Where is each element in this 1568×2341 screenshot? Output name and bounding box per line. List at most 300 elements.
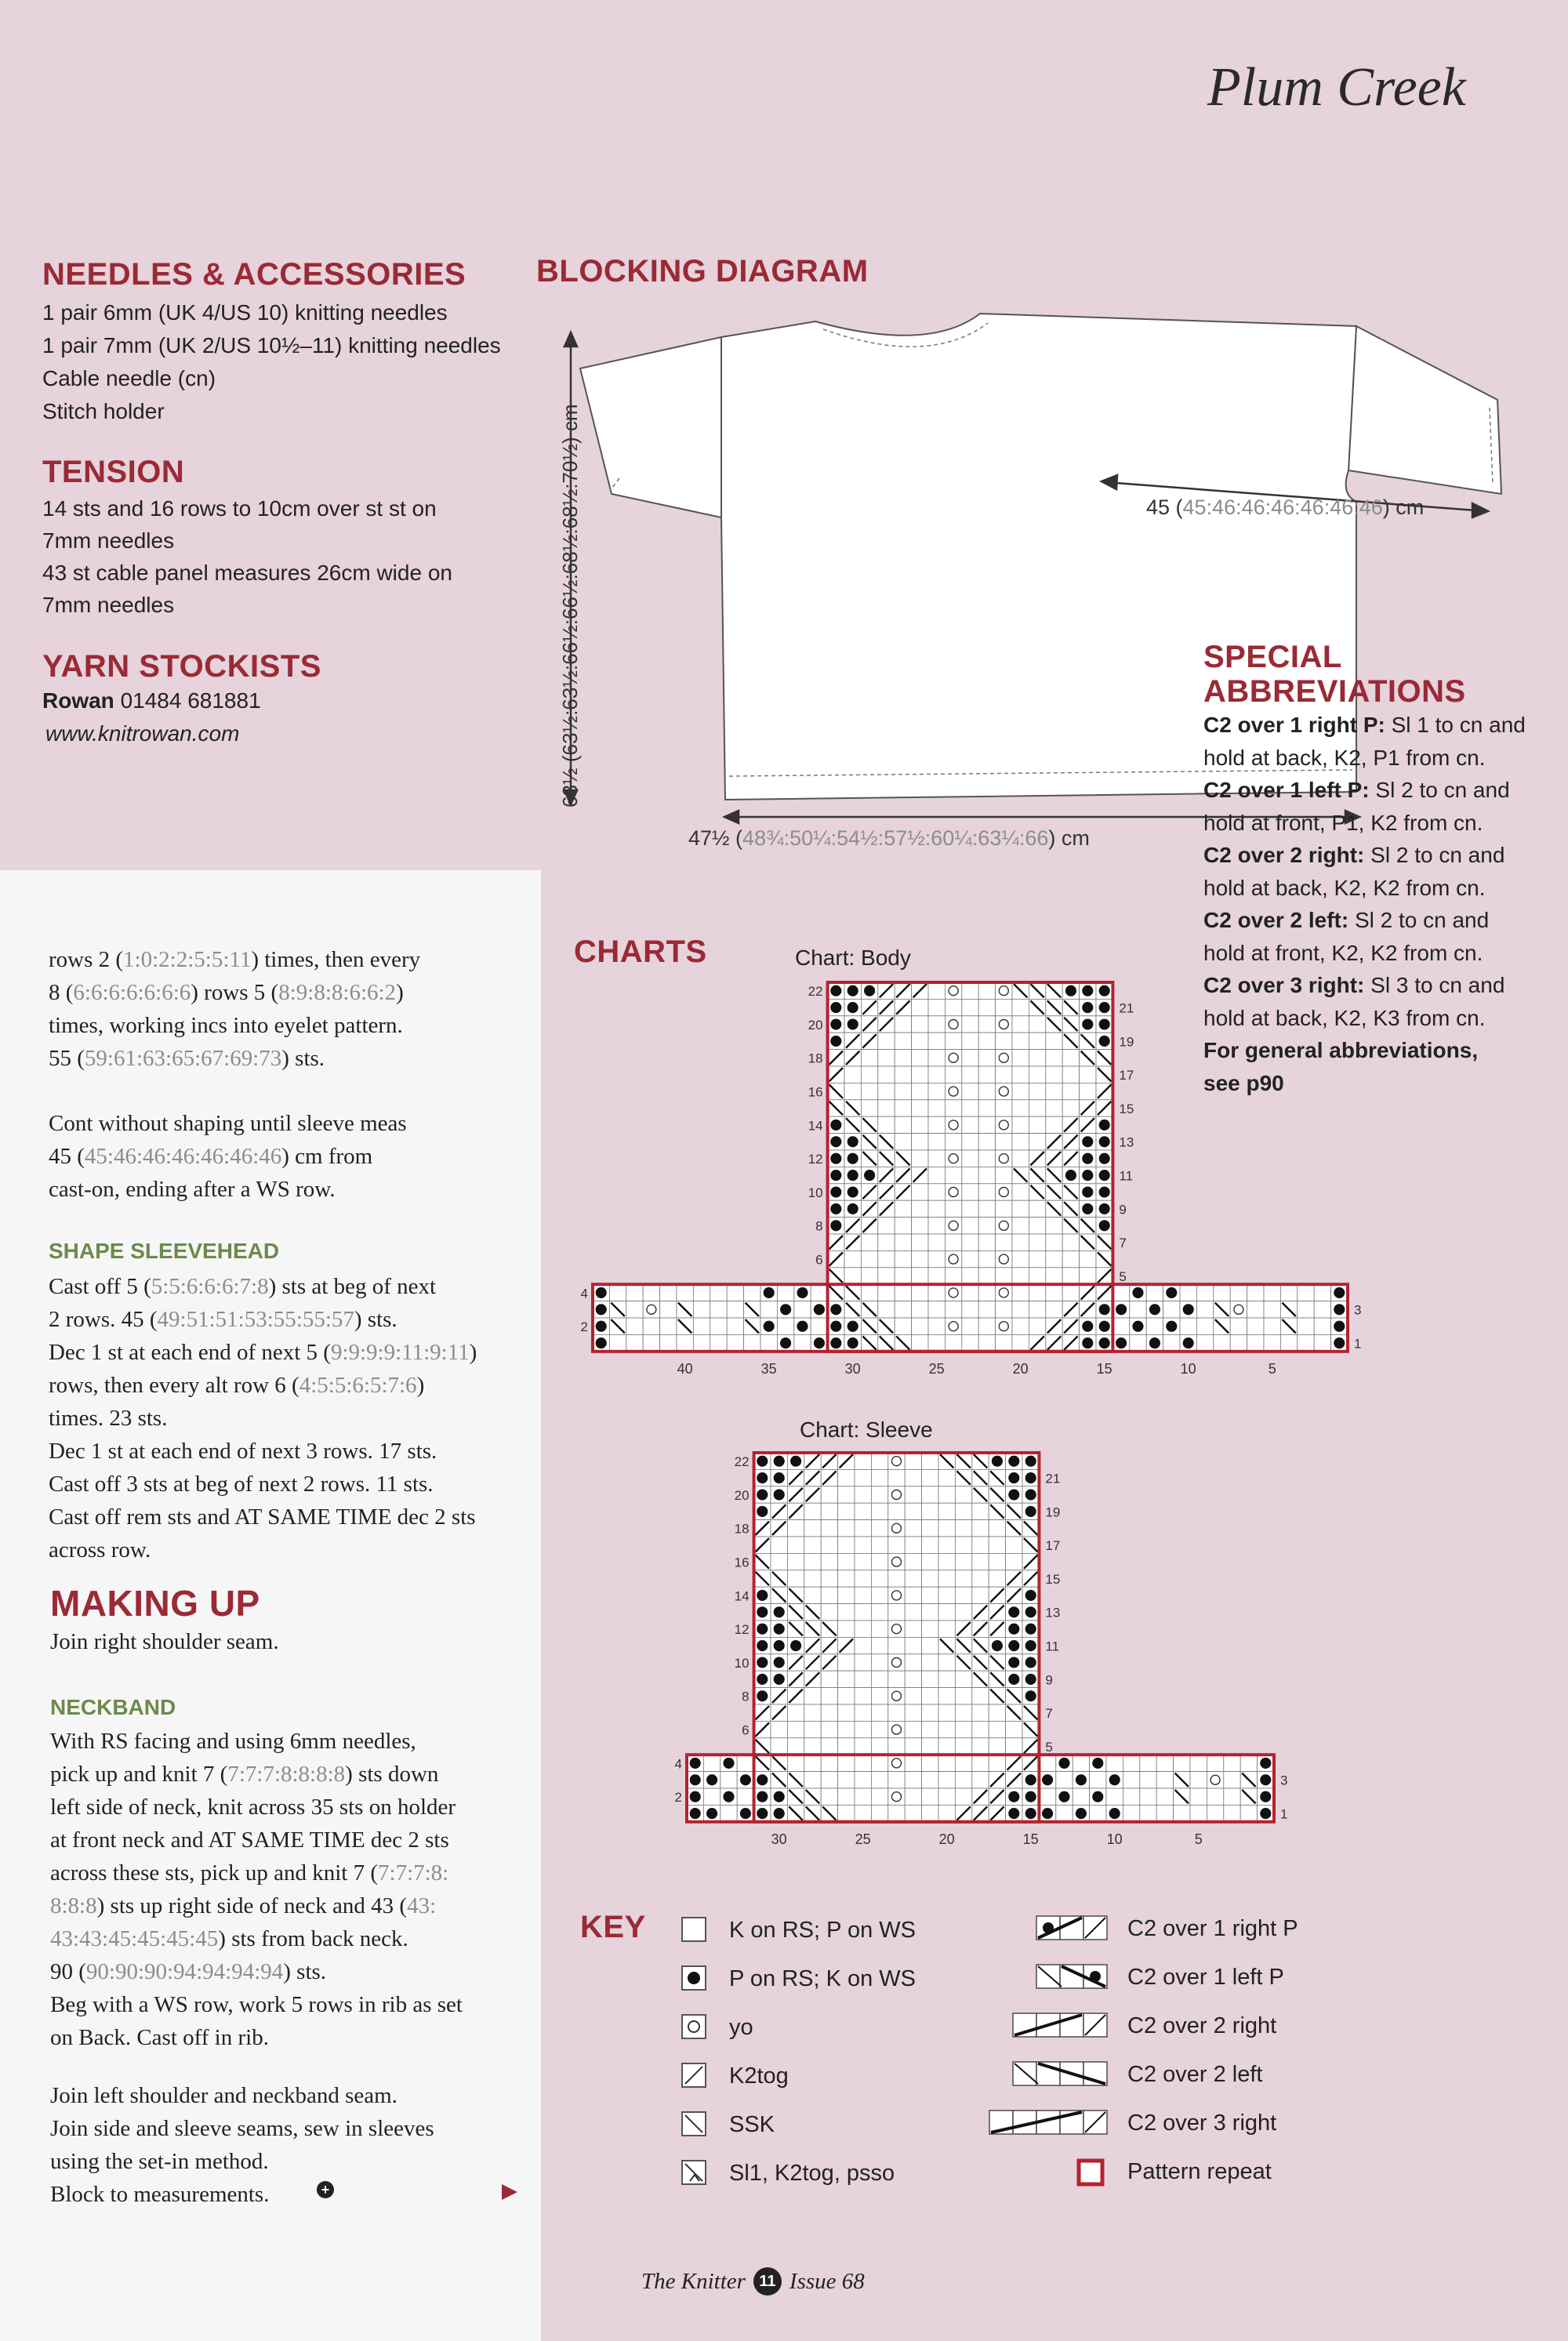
chart-cell [938,1788,955,1805]
chart-cell [1012,1200,1029,1217]
chart-cell [1280,1334,1297,1351]
chart-cell [855,1671,871,1687]
chart-cell [777,1284,793,1301]
chart-cell [955,1570,971,1587]
chart-cell [978,1218,995,1234]
column-number: 20 [1012,1360,1029,1377]
chart-cell [1006,1721,1022,1737]
chart-cell [972,1503,989,1519]
row-number-right: 3 [1280,1773,1288,1788]
purl-dot [1042,1774,1053,1785]
chart-cell [787,1537,804,1553]
purl-dot [1025,1690,1036,1701]
chart-cell [978,1033,995,1049]
chart-cell [955,1537,971,1553]
chart-cell [1012,1066,1029,1083]
neckband-line: With RS facing and using 6mm needles, [50,1729,416,1754]
chart-cell [1224,1755,1240,1771]
sleeve-line: 8 (6:6:6:6:6:6:6) rows 5 (8:9:8:8:6:6:2) [49,980,404,1005]
yarn-phone: 01484 681881 [120,688,261,713]
chart-cell [855,1637,871,1653]
row-number-right: 13 [1119,1134,1134,1150]
chart-cell [838,1604,855,1621]
chart-cell [912,1318,928,1334]
chart-cell [972,1520,989,1537]
chart-cell [626,1334,643,1351]
needles-item: Cable needle (cn) [42,366,216,390]
chart-cell [1080,1083,1096,1099]
chart-cell [1123,1772,1139,1788]
abbreviation-line: hold at back, K2, P1 from cn. [1203,745,1486,770]
chart-cell [922,1486,938,1503]
chart-cell [861,1250,877,1267]
needles-heading: NEEDLES & ACCESSORIES [42,257,466,292]
purl-dot [1008,1657,1019,1668]
chart-cell [1012,1334,1029,1351]
purl-dot [848,1002,858,1013]
chart-cell [996,1268,1012,1284]
key-label: C2 over 2 right [1127,2013,1277,2038]
chart-cell [989,1704,1005,1721]
chart-cell [1196,1284,1213,1301]
chart-cell [1029,1033,1045,1049]
chart-cell [1046,1066,1062,1083]
chart-cell [972,1738,989,1755]
row-number-left: 20 [734,1487,750,1503]
abbreviation-line: C2 over 3 right: Sl 3 to cn and [1203,973,1505,997]
chart-cell [787,1570,804,1587]
chart-cell [1012,999,1029,1015]
purl-dot [1025,1791,1036,1802]
chart-cell [912,1134,928,1150]
chart-cell [1062,1284,1079,1301]
chart-cell [1062,1100,1079,1116]
chart-cell [895,1301,911,1318]
chart-cell [1140,1805,1156,1821]
purl-dot [1260,1808,1271,1819]
chart-cell [978,1116,995,1133]
chart-cell [989,1520,1005,1537]
chart-cell [922,1671,938,1687]
length-measurement: 63½ (63½:63½:66½:66½:68½:68½:70½) cm [558,404,582,808]
chart-cell [861,1284,877,1301]
chart-cell [938,1570,955,1587]
chart-cell [928,1218,945,1234]
chart-cell [978,1184,995,1200]
chart-cell [720,1772,737,1788]
purl-dot [1099,1203,1110,1214]
blank-square-icon [681,1916,707,1943]
chart-cell [888,1805,905,1821]
purl-dot [1076,1808,1087,1819]
chart-cell [855,1520,871,1537]
abbreviation-line: C2 over 1 right P: Sl 1 to cn and [1203,713,1526,737]
chart-cell [855,1704,871,1721]
body-chart [580,976,1362,1384]
chart-cell [945,1318,961,1334]
chart-cell [626,1318,643,1334]
chart-cell [945,1066,961,1083]
neckband-text [50,1725,544,2054]
key-label: P on RS; K on WS [729,1966,916,1991]
chart-cell [972,1704,989,1721]
column-number: 35 [760,1360,777,1377]
chart-cell [978,1200,995,1217]
chart-cell [871,1520,887,1537]
purl-dot [830,1002,841,1013]
chart-cell [1140,1755,1156,1771]
chart-cell [895,1066,911,1083]
chart-cell [878,1268,895,1284]
chart-cell [871,1721,887,1737]
final-line: Block to measurements. [50,2182,270,2207]
purl-dot [1334,1321,1345,1332]
chart-cell [912,1268,928,1284]
chart-cell [922,1469,938,1486]
purl-dot [1099,1321,1110,1332]
chart-cell [1247,1301,1264,1318]
purl-dot [690,1774,701,1785]
chart-cell [838,1587,855,1603]
sleevehead-line: Dec 1 st at each end of next 3 rows. 17 sts. [49,1439,437,1464]
key-label: C2 over 3 right [1127,2111,1277,2136]
slash-square-icon [681,2062,707,2089]
chart-cell [955,1721,971,1737]
chart-cell [1029,1268,1045,1284]
purl-dot [1166,1321,1177,1332]
yarn-brand-line [42,688,261,713]
purl-dot [1008,1640,1019,1651]
key-label: yo [729,2015,753,2040]
chart-cell [905,1587,921,1603]
chart-cell [912,1250,928,1267]
chart-cell [804,1537,821,1553]
chart-cell [905,1503,921,1519]
purl-dot [1260,1758,1271,1769]
row-number-left: 16 [808,1084,823,1100]
key-icon-part [682,1918,706,1941]
purl-dot [757,1690,768,1701]
chart-cell [1006,1537,1022,1553]
chart-cell [1264,1334,1280,1351]
chart-cell [912,999,928,1015]
chart-cell [938,1654,955,1671]
purl-dot [774,1489,785,1500]
chart-cell [744,1334,760,1351]
chart-cell [945,1268,961,1284]
chart-cell [660,1318,677,1334]
chart-cell [677,1334,693,1351]
backslash-caret-square-icon [681,2159,707,2186]
chart-cell [938,1621,955,1637]
chart-cell [972,1721,989,1737]
purl-dot [757,1590,768,1601]
chart-cell [1146,1318,1163,1334]
chart-cell [996,1200,1012,1217]
purl-dot [830,1186,841,1197]
row-number-left: 14 [734,1588,750,1604]
purl-dot [757,1774,768,1785]
chart-cell [609,1334,626,1351]
chart-cell [996,982,1012,999]
chart-cell [905,1621,921,1637]
chart-cell [972,1553,989,1570]
purl-dot [690,1808,701,1819]
chart-cell [1012,1301,1029,1318]
purl-dot [1082,1002,1093,1013]
chart-cell [1012,1050,1029,1066]
chart-cell [1012,1100,1029,1116]
chart-cell [1190,1788,1207,1805]
chart-cell [962,1033,978,1049]
chart-cell [888,1654,905,1671]
chart-cell [895,1268,911,1284]
chart-cell [861,1268,877,1284]
column-number: 5 [1268,1360,1276,1377]
chart-cell [1046,1250,1062,1267]
chart-cell [996,1218,1012,1234]
chart-cell [804,1587,821,1603]
purl-dot [848,1203,858,1214]
chart-cell [660,1334,677,1351]
chart-cell [804,1772,821,1788]
footer [641,2267,865,2296]
chart-cell [787,1721,804,1737]
chart-cell [905,1788,921,1805]
chart-cell [821,1553,837,1570]
chart-cell [804,1755,821,1771]
chart-cell [821,1503,837,1519]
purl-dot [830,985,841,996]
column-number: 10 [1180,1360,1196,1377]
chart-cell [938,1469,955,1486]
chart-cell [955,1772,971,1788]
chart-cell [838,1721,855,1737]
neckband-line: 43:43:45:45:45:45) sts from back neck. [50,1926,408,1951]
row-number-left: 8 [742,1689,750,1704]
end-mark-icon: + [317,2181,334,2198]
chart-cell [989,1570,1005,1587]
chart-cell [855,1537,871,1553]
purl-dot [1082,1018,1093,1029]
chart-cell [962,1050,978,1066]
chart-cell [922,1604,938,1621]
continue-arrow-icon[interactable] [502,2184,517,2200]
chart-cell [945,1334,961,1351]
sleeve-line: 55 (59:61:63:65:67:69:73) sts. [49,1046,325,1071]
chart-cell [794,1301,811,1318]
purl-dot [757,1791,768,1802]
chart-cell [1214,1284,1230,1301]
abbreviation-line: C2 over 2 left: Sl 2 to cn and [1203,908,1490,932]
chart-cell [1012,1134,1029,1150]
chart-cell [821,1688,837,1704]
chart-cell [962,1318,978,1334]
chart-cell [888,1688,905,1704]
purl-dot [740,1774,751,1785]
purl-dot [757,1489,768,1500]
key-label: C2 over 2 left [1127,2062,1263,2087]
chart-cell [871,1621,887,1637]
chart-cell [978,1167,995,1183]
blocking-heading: BLOCKING DIAGRAM [536,254,869,289]
body-chart-title: Chart: Body [795,945,911,970]
chart-cell [727,1284,743,1301]
key-label: K on RS; P on WS [729,1918,916,1943]
chart-cell [888,1486,905,1503]
chart-cell [1046,1284,1062,1301]
chart-cell [1090,1805,1106,1821]
chart-cell [1080,1250,1096,1267]
chart-cell [838,1654,855,1671]
chart-cell [1207,1788,1223,1805]
row-number-right: 1 [1354,1336,1362,1352]
purl-dot [848,985,858,996]
row-number-right: 7 [1045,1706,1053,1722]
chart-cell [928,1318,945,1334]
chart-cell [978,1301,995,1318]
chart-cell [895,1033,911,1049]
chart-cell [912,1050,928,1066]
purl-dot [1008,1624,1019,1635]
row-number-right: 17 [1119,1068,1134,1083]
key-label: Sl1, K2tog, psso [729,2161,895,2186]
chart-cell [643,1301,659,1318]
chart-cell [895,1100,911,1116]
abbreviation-line: For general abbreviations, [1203,1038,1479,1062]
chart-cell [878,1033,895,1049]
chart-cell [838,1688,855,1704]
chart-cell [1314,1284,1330,1301]
chart-cell [888,1553,905,1570]
chart-cell [838,1553,855,1570]
chart-cell [1314,1334,1330,1351]
chart-cell [737,1755,753,1771]
chart-cell [861,1066,877,1083]
chart-cell [787,1520,804,1537]
row-number-left: 10 [734,1655,750,1671]
purl-dot [830,1203,841,1214]
purl-dot [830,1170,841,1181]
chart-cell [626,1301,643,1318]
chart-cell [804,1688,821,1704]
page-title: Plum Creek [1207,57,1466,118]
tension-line: 7mm needles [42,593,175,617]
purl-dot [1334,1287,1345,1298]
chart-cell [871,1553,887,1570]
purl-dot [723,1758,734,1769]
chart-cell [821,1604,837,1621]
chart-cell [1073,1788,1089,1805]
chart-cell [1006,1553,1022,1570]
column-number: 20 [938,1831,955,1847]
chart-cell [871,1453,887,1469]
chart-cell [1224,1788,1240,1805]
chart-cell [888,1453,905,1469]
sleevehead-line: Cast off 5 (5:5:6:6:6:7:8) sts at beg of next [49,1274,437,1299]
sleevehead-line: Cast off 3 sts at beg of next 2 rows. 11 sts. [49,1472,434,1497]
needles-list [42,296,501,428]
chart-cell [962,1268,978,1284]
row-number-left: 6 [742,1722,750,1738]
chart-cell [888,1755,905,1771]
purl-dot [774,1657,785,1668]
chart-cell [804,1553,821,1570]
purl-dot [1082,1337,1093,1348]
chart-cell [888,1721,905,1737]
chart-cell [871,1537,887,1553]
chart-cell [922,1520,938,1537]
chart-cell [1046,1100,1062,1116]
chart-cell [978,1134,995,1150]
purl-dot [848,1186,858,1197]
chart-cell [771,1738,787,1755]
chart-cell [871,1637,887,1653]
column-number: 15 [1096,1360,1112,1377]
neckband-line: at front neck and AT SAME TIME dec 2 sts [50,1827,449,1853]
chart-cell [888,1604,905,1621]
purl-dot [740,1808,751,1819]
chart-cell [1056,1772,1073,1788]
chart-cell [888,1520,905,1537]
chart-cell [855,1788,871,1805]
yarn-web[interactable]: www.knitrowan.com [45,721,240,746]
chart-cell [928,1250,945,1267]
chart-cell [838,1621,855,1637]
sleeve-line: times, working incs into eyelet pattern. [49,1013,403,1038]
purl-dot [1058,1758,1069,1769]
chart-cell [905,1520,921,1537]
chart-cell [855,1688,871,1704]
purl-dot [757,1456,768,1467]
chart-cell [945,982,961,999]
chart-cell [1046,1050,1062,1066]
chart-cell [1029,1318,1045,1334]
chart-cell [821,1486,837,1503]
sleeve-chart [659,1446,1301,1854]
chart-cell [912,1184,928,1200]
purl-dot [774,1472,785,1483]
purl-dot [1008,1472,1019,1483]
row-number-right: 5 [1045,1739,1053,1755]
chart-cell [989,1755,1005,1771]
row-number-left: 18 [808,1051,823,1066]
chart-cell [720,1805,737,1821]
chart-cell [1039,1788,1055,1805]
purl-dot [1025,1590,1036,1601]
column-number: 40 [677,1360,693,1377]
chart-cell [1174,1755,1190,1771]
chart-cell [871,1772,887,1788]
chart-cell [938,1537,955,1553]
chart-cell [1230,1334,1247,1351]
chart-cell [1046,1301,1062,1318]
chart-cell [955,1688,971,1704]
chart-cell [878,1301,895,1318]
chart-cell [1029,1134,1045,1150]
purl-dot [596,1287,607,1298]
chart-cell [693,1284,710,1301]
chart-cell [989,1553,1005,1570]
chart-cell [838,1486,855,1503]
purl-dot [1008,1674,1019,1685]
row-number-right: 21 [1119,1000,1134,1016]
chart-cell [771,1537,787,1553]
chart-cell [978,1050,995,1066]
purl-dot [764,1287,775,1298]
chart-cell [677,1284,693,1301]
chart-cell [972,1587,989,1603]
